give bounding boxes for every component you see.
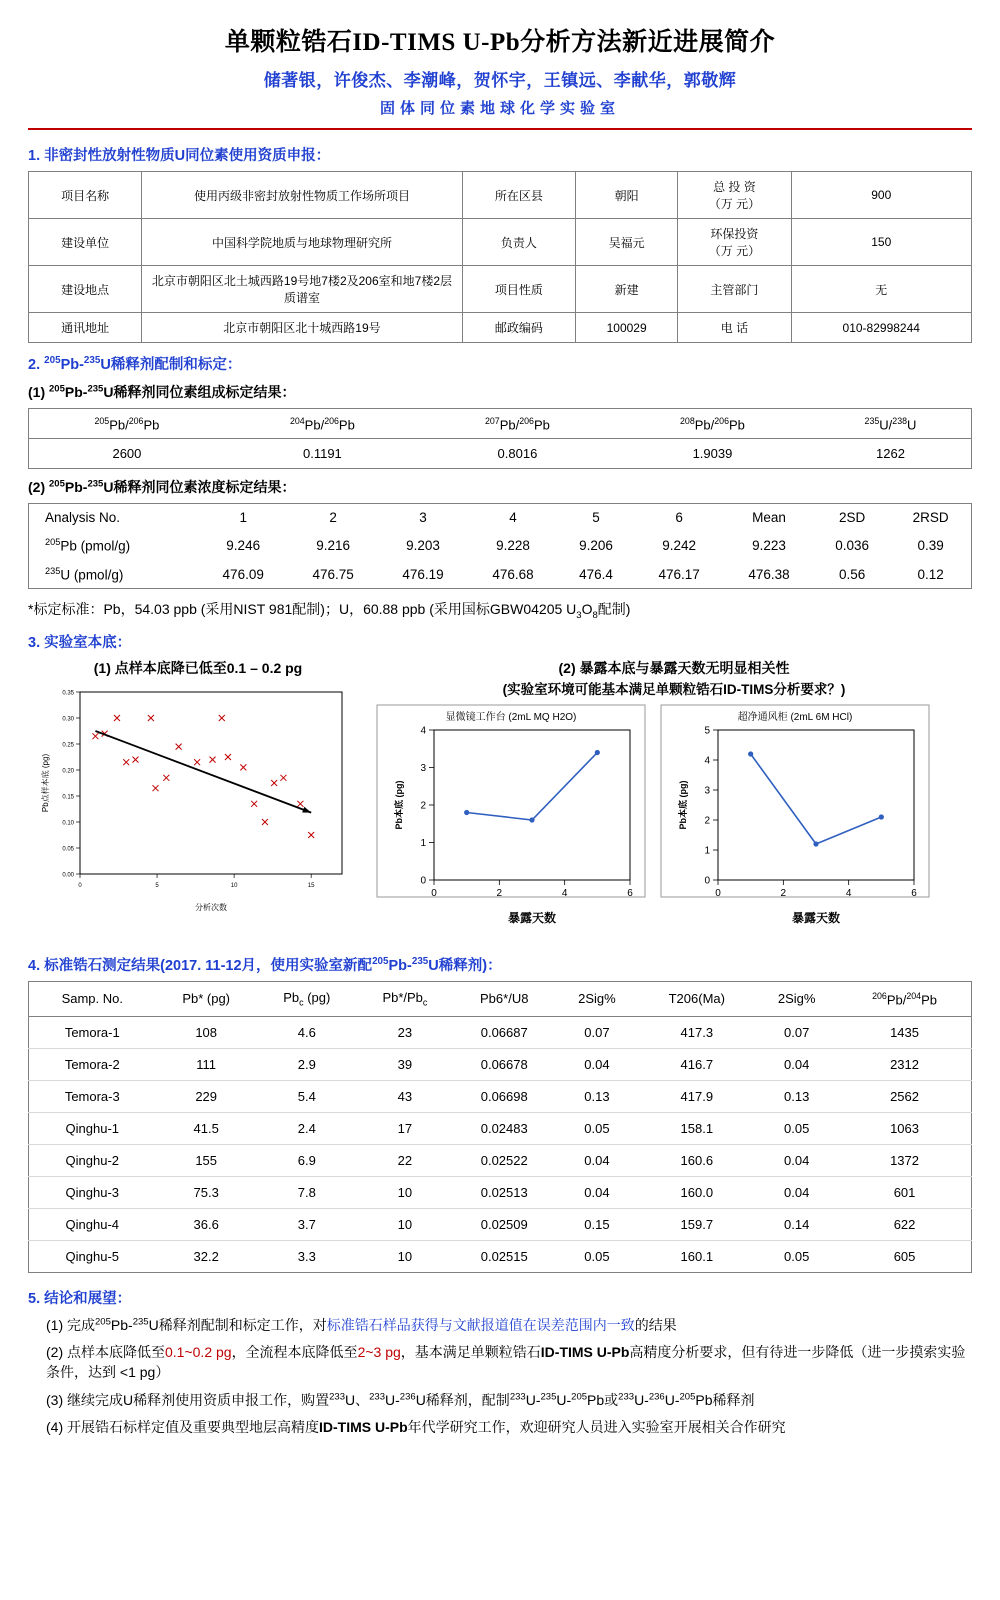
cell-value: 10 [357, 1208, 453, 1240]
cell-value: 36.6 [156, 1208, 257, 1240]
cell-value: 0.06678 [453, 1048, 556, 1080]
section-3-heading: 3. 实验室本底： [28, 635, 132, 652]
table-row [29, 172, 972, 219]
cell-value: 0.02515 [480, 1248, 528, 1264]
cell-label: 所在区县 [462, 172, 575, 219]
table-row [29, 313, 972, 343]
chart-right-caption-2: (实验室环境可能基本满足单颗粒锆石ID-TIMS分析要求？) [502, 682, 846, 698]
cell-value: Temora-1 [29, 1016, 156, 1048]
svg-text:4: 4 [704, 755, 710, 767]
cell-value: 无 [791, 266, 972, 313]
cell-value: 229 [156, 1080, 257, 1112]
chart-left-caption: (1) 点样本底降已低至0.1 – 0.2 pg [93, 660, 303, 677]
cell-value: 476.4 [579, 566, 613, 582]
cell-value: 9.223 [752, 538, 786, 554]
conclusion-item: (4) 开展锆石标样定值及重要典型地层高精度ID-TIMS U-Pb年代学研究工作，欢迎研究人员进入实验室开展相关合作研究 [46, 1418, 786, 1435]
cell-value: 1.9039 [692, 446, 733, 462]
cell-value: 417.3 [638, 1016, 755, 1048]
cell-value: 159.7 [638, 1208, 755, 1240]
cell-value: 北京市朝阳区北土城西路19号地7楼2及206室和地7楼2层质谱室 [142, 266, 463, 313]
cell-value: 23 [357, 1016, 453, 1048]
svg-text:5: 5 [155, 883, 159, 890]
table-row [29, 219, 972, 266]
line-chart-2-ylabel: Pb本底 (pg) [678, 780, 688, 830]
column-header: 4 [509, 510, 517, 526]
svg-text:0: 0 [715, 888, 721, 900]
svg-text:3: 3 [420, 763, 426, 775]
cell-value: 9.242 [662, 538, 697, 554]
cell-label: 主管部门 [678, 266, 791, 313]
cell-value: 75.3 [156, 1176, 257, 1208]
svg-text:6: 6 [627, 888, 633, 900]
cell-value: 9.206 [579, 538, 613, 554]
table-row [29, 1112, 972, 1144]
cell-value: 160.1 [680, 1248, 714, 1264]
cell-value: 0.05 [556, 1112, 639, 1144]
line-chart-1-xlabel: 暴露天数 [507, 911, 557, 926]
column-header: 2SD [838, 510, 866, 526]
cell-value: 2.4 [257, 1112, 357, 1144]
cell-value: 9.216 [316, 538, 351, 554]
cell-value: 4.6 [257, 1016, 357, 1048]
cell-value: 22 [357, 1144, 453, 1176]
svg-text:4: 4 [845, 888, 852, 900]
svg-text:0.30: 0.30 [62, 716, 74, 723]
svg-text:1: 1 [704, 845, 710, 857]
svg-text:15: 15 [307, 883, 315, 890]
table-row [29, 1176, 972, 1208]
cell-value: 160.6 [638, 1144, 755, 1176]
cell-label: 电 话 [678, 313, 791, 343]
svg-text:0.00: 0.00 [62, 872, 74, 879]
column-header: $Pb_c$ (pg) [257, 982, 357, 1017]
svg-text:3: 3 [704, 785, 710, 797]
cell-value: 1063 [838, 1112, 971, 1144]
cell-value: 1372 [838, 1144, 971, 1176]
cell-value: Qinghu-2 [29, 1144, 156, 1176]
line-chart-2-xlabel: 暴露天数 [791, 911, 841, 926]
column-header: 2RSD [912, 510, 949, 526]
svg-text:0.35: 0.35 [62, 690, 74, 697]
cell-value: 0.15 [556, 1208, 639, 1240]
cell-value: 0.06698 [453, 1080, 556, 1112]
cell-value: 0.39 [917, 538, 944, 554]
cell-value: 1435 [838, 1016, 971, 1048]
cell-value: Temora-3 [29, 1080, 156, 1112]
cell-value: 39 [357, 1048, 453, 1080]
cell-value: 158.1 [638, 1112, 755, 1144]
table-row [29, 1048, 972, 1080]
section-2-sub-2: (2) $^{205}$Pb-$^{235}$U稀释剂同位素浓度标定结果： [28, 478, 296, 496]
cell-value: 0.07 [556, 1016, 639, 1048]
line-chart-clean-hood [660, 704, 930, 944]
cell-value: 155 [156, 1144, 257, 1176]
column-header: 1 [239, 510, 247, 526]
cell-value: 0.05 [755, 1112, 838, 1144]
cell-value: 0.13 [755, 1080, 838, 1112]
chart-left-block [28, 658, 368, 933]
cell-value: 2.9 [257, 1048, 357, 1080]
cell-value: 100029 [575, 313, 677, 343]
cell-value: 0.1191 [302, 446, 342, 462]
svg-text:2: 2 [704, 815, 710, 827]
row-label: $^{235}$U (pmol/g) [45, 565, 124, 583]
svg-text:4: 4 [420, 725, 426, 737]
conclusion-list [28, 1315, 972, 1437]
column-header: Samp. No. [29, 982, 156, 1017]
cell-label: 环保投资 （万 元） [678, 219, 791, 266]
cell-value: 160.0 [638, 1176, 755, 1208]
column-header: Pb* (pg) [156, 982, 257, 1017]
cell-value: 0.06687 [453, 1016, 556, 1048]
spike-isotope-composition-table [28, 408, 972, 469]
cell-value: 7.8 [257, 1176, 357, 1208]
line-chart-1-title: 显微镜工作台 (2mL MQ H2O) [445, 712, 577, 724]
column-header: Mean [752, 510, 786, 526]
cell-value: 10 [397, 1248, 413, 1264]
svg-text:0: 0 [420, 875, 426, 887]
column-header: Pb6*/U8 [453, 982, 556, 1017]
svg-text:2: 2 [420, 800, 426, 812]
svg-text:2: 2 [780, 888, 787, 900]
section-2-heading: 2. $^{205}$Pb-$^{235}$U稀释剂配制和标定： [28, 355, 242, 373]
column-header: Analysis No. [45, 510, 121, 526]
cell-value: 476.09 [222, 566, 264, 582]
cell-value: 3.7 [257, 1208, 357, 1240]
table-row [29, 560, 972, 589]
cell-label: 建设地点 [29, 266, 142, 313]
cell-label: 项目性质 [462, 266, 575, 313]
table-row [29, 1240, 972, 1272]
scatter-ylabel: Pb点样本底 (pg) [41, 754, 50, 813]
column-header: $^{206}$Pb/$^{204}$Pb [838, 982, 971, 1017]
column-header: 3 [419, 510, 427, 526]
cell-value: 0.07 [755, 1016, 838, 1048]
svg-text:0.05: 0.05 [62, 846, 74, 853]
section-5-heading: 5. 结论和展望： [28, 1290, 132, 1307]
page-title: 单颗粒锆石ID-TIMS U-Pb分析方法新近进展简介 [224, 29, 776, 56]
cell-value: 0.02509 [453, 1208, 556, 1240]
cell-value: Qinghu-5 [65, 1248, 120, 1264]
table-row [29, 531, 972, 560]
column-header: T206(Ma) [638, 982, 755, 1017]
svg-text:0.20: 0.20 [62, 768, 74, 775]
cell-value: 0.8016 [497, 446, 538, 462]
chart-right-block [376, 658, 972, 944]
cell-value: 5.4 [257, 1080, 357, 1112]
line-chart-2-title: 超净通风柜 (2mL 6M HCl) [737, 712, 853, 724]
svg-text:4: 4 [561, 888, 568, 900]
column-header: $Pb*/Pb_c$ [357, 982, 453, 1017]
cell-value: 0.13 [556, 1080, 639, 1112]
cell-value: 吴福元 [575, 219, 677, 266]
scatter-chart-procedural-blank [28, 678, 368, 928]
cell-value: 150 [791, 219, 972, 266]
table-row [29, 1080, 972, 1112]
line-chart-microscope-bench [376, 704, 646, 944]
cell-value: 9.246 [226, 538, 261, 554]
section-4-heading: 4. 标准锆石测定结果(2017. 11-12月，使用实验室新配$^{205}$Pb-$^{235}$U稀释剂)： [28, 956, 502, 975]
cell-value: 2312 [838, 1048, 971, 1080]
conclusion-item: (1) 完成$^{205}$Pb-$^{235}$U稀释剂配制和标定工作，对标准锆石样品获得与文献报道值在误差范围内一致的结果 [46, 1316, 677, 1333]
cell-value: 476.75 [312, 566, 354, 582]
cell-value: 0.04 [556, 1048, 639, 1080]
chart-right-caption-1: (2) 暴露本底与暴露天数无明显相关性 [558, 660, 790, 677]
line-chart-1-ylabel: Pb本底 (pg) [394, 780, 404, 830]
cell-value: 900 [791, 172, 972, 219]
column-header: $^{208}$Pb/$^{206}$Pb [615, 409, 810, 439]
cell-label: 建设单位 [29, 219, 142, 266]
cell-value: 10 [357, 1176, 453, 1208]
author-list: 储著银，许俊杰、李潮峰，贺怀宇，王镇远、李献华，郭敬辉 [263, 71, 737, 90]
svg-text:0: 0 [78, 883, 82, 890]
column-header: 2Sig% [755, 982, 838, 1017]
column-header: 2 [329, 510, 337, 526]
cell-value: 新建 [575, 266, 677, 313]
cell-value: 605 [893, 1248, 916, 1264]
cell-value: 476.19 [402, 566, 444, 582]
column-header: 2Sig% [556, 982, 639, 1017]
cell-value: 0.04 [755, 1176, 838, 1208]
conclusion-item: (3) 继续完成U稀释剂使用资质申报工作，购置$^{233}$U、$^{233}$U-$^{236}$U稀释剂，配制$^{233}$U-$^{235}$U-$^{205}$Pb或$^{233}$U-$^{236}$U-$^{205}$Pb稀释剂 [46, 1390, 755, 1408]
cell-value: 使用丙级非密封放射性物质工作场所项目 [142, 172, 463, 219]
cell-value: 32.2 [193, 1248, 219, 1264]
cell-value: 北京市朝阳区北十城西路19号 [142, 313, 463, 343]
cell-value: Qinghu-4 [29, 1208, 156, 1240]
cell-value: 43 [357, 1080, 453, 1112]
cell-value: 111 [156, 1048, 257, 1080]
svg-text:0.15: 0.15 [62, 794, 74, 801]
cell-value: 9.203 [406, 538, 440, 554]
column-header: $^{207}$Pb/$^{206}$Pb [420, 409, 615, 439]
cell-value: 0.04 [755, 1144, 838, 1176]
section-2-sub-1: (1) $^{205}$Pb-$^{235}$U稀释剂同位素组成标定结果： [28, 383, 296, 400]
spike-concentration-table [28, 503, 972, 589]
cell-value: Qinghu-3 [29, 1176, 156, 1208]
svg-text:1: 1 [420, 838, 426, 850]
cell-value: Temora-2 [29, 1048, 156, 1080]
svg-text:0.25: 0.25 [62, 742, 74, 749]
cell-value: 416.7 [638, 1048, 755, 1080]
column-header: $^{204}$Pb/$^{206}$Pb [225, 409, 420, 439]
cell-value: 108 [156, 1016, 257, 1048]
cell-value: Qinghu-1 [29, 1112, 156, 1144]
svg-text:2: 2 [496, 888, 503, 900]
column-header: $^{205}$Pb/$^{206}$Pb [29, 409, 225, 439]
scatter-xlabel: 分析次数 [195, 903, 227, 913]
cell-value: 2600 [112, 446, 142, 462]
cell-value: 0.14 [755, 1208, 838, 1240]
cell-label: 负责人 [462, 219, 575, 266]
svg-text:0.10: 0.10 [62, 820, 74, 827]
cell-value: 417.9 [638, 1080, 755, 1112]
cell-value: 1262 [876, 446, 905, 462]
cell-value: 622 [838, 1208, 971, 1240]
table-row [29, 1208, 972, 1240]
row-label: $^{205}$Pb (pmol/g) [45, 537, 131, 554]
cell-label: 通讯地址 [29, 313, 142, 343]
cell-value: 3.3 [297, 1248, 316, 1264]
section-1-heading: 1. 非密封性放射性物质U同位素使用资质申报： [28, 148, 331, 164]
table-row [29, 1016, 972, 1048]
cell-label: 邮政编码 [462, 313, 575, 343]
svg-text:0: 0 [431, 888, 437, 900]
cell-value: 0.56 [838, 566, 866, 582]
conclusion-item: (2) 点样本底降低至0.1~0.2 pg，全流程本底降低至2~3 pg，基本满足单颗粒锆石ID-TIMS U-Pb高精度分析要求，但有待进一步降低（进一步摸索实验条件，达到 <1 pg） [46, 1344, 966, 1381]
cell-value: 17 [357, 1112, 453, 1144]
cell-value: 010-82998244 [791, 313, 972, 343]
table-row [29, 1144, 972, 1176]
column-header: $^{235}$U/$^{238}$U [810, 409, 972, 439]
cell-value: 6.9 [257, 1144, 357, 1176]
blank-charts-row [28, 658, 972, 944]
cell-label: 总 投 资 （万 元） [678, 172, 791, 219]
column-header: 5 [592, 510, 600, 526]
cell-value: 0.05 [784, 1248, 810, 1264]
cell-value: 476.17 [658, 566, 700, 582]
cell-value: 0.05 [584, 1248, 610, 1264]
cell-value: 0.036 [835, 538, 870, 554]
cell-value: 0.02483 [453, 1112, 556, 1144]
cell-value: 0.02513 [453, 1176, 556, 1208]
cell-label: 项目名称 [29, 172, 142, 219]
svg-text:5: 5 [704, 725, 710, 737]
svg-text:10: 10 [230, 883, 238, 890]
header-divider [28, 128, 972, 130]
cell-value: 0.12 [917, 566, 944, 582]
cell-value: 0.04 [755, 1048, 838, 1080]
cell-value: 中国科学院地质与地球物理研究所 [142, 219, 463, 266]
svg-text:6: 6 [911, 888, 917, 900]
column-header: 6 [675, 510, 683, 526]
svg-text:0: 0 [704, 875, 710, 887]
zircon-results-table [28, 981, 972, 1273]
cell-value: 朝阳 [575, 172, 677, 219]
project-info-table [28, 171, 972, 343]
cell-value: 9.228 [496, 538, 530, 554]
cell-value: 0.04 [556, 1176, 639, 1208]
lab-name: 固体同位素地球化学实验室 [379, 100, 620, 117]
table-row [29, 266, 972, 313]
cell-value: 2562 [838, 1080, 971, 1112]
calibration-standard-note: *标定标准：Pb，54.03 ppb (采用NIST 981配制)；U，60.88 ppb (采用国标GBW04205 $U_3O_8$配制) [28, 601, 631, 622]
cell-value: 0.02522 [453, 1144, 556, 1176]
cell-value: 601 [838, 1176, 971, 1208]
cell-value: 0.04 [556, 1144, 639, 1176]
cell-value: 476.68 [492, 566, 534, 582]
cell-value: 476.38 [748, 566, 790, 582]
cell-value: 41.5 [156, 1112, 257, 1144]
